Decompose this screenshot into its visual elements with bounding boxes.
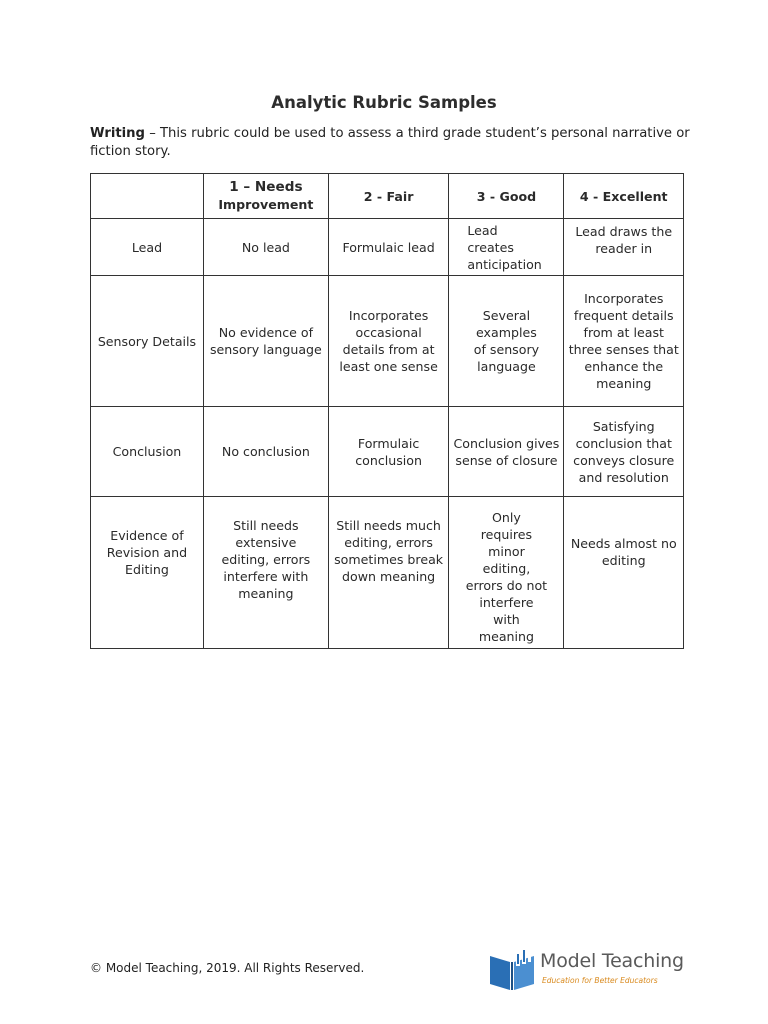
header-cell-fair: 2 - Fair — [328, 174, 449, 219]
model-teaching-logo — [488, 944, 688, 994]
table-row — [91, 407, 684, 497]
header-cell-excellent: 4 - Excellent — [564, 174, 684, 219]
rubric-cell: Still needs extensive editing, errors interfere with meaning — [203, 497, 328, 649]
rubric-cell: Formulaic lead — [328, 219, 449, 276]
rubric-cell: No evidence of sensory language — [203, 276, 328, 407]
intro-text: – This rubric could be used to assess a third grade student’s personal narrative or fiction story. — [90, 126, 690, 159]
criterion-cell: Conclusion — [91, 407, 204, 497]
rubric-cell: Satisfying conclusion that conveys closure and resolution — [564, 407, 684, 497]
rubric-cell: Still needs much editing, errors sometimes break down meaning — [328, 497, 449, 649]
header-row — [91, 174, 684, 219]
table-row — [91, 219, 684, 276]
rubric-cell: Conclusion gives sense of closure — [449, 407, 564, 497]
rubric-cell: Formulaic conclusion — [328, 407, 449, 497]
rubric-cell: Lead draws the reader in — [564, 219, 684, 276]
logo-tagline: Education for Better Educators — [542, 976, 658, 985]
header-label-improvement: Improvement — [218, 197, 314, 212]
rubric-table — [90, 173, 684, 649]
intro-label: Writing — [90, 126, 145, 141]
criterion-cell: Lead — [91, 219, 204, 276]
table-row — [91, 276, 684, 407]
header-cell-good: 3 - Good — [449, 174, 564, 219]
rubric-cell: Only requires minor editing, errors do not interfere with meaning — [449, 497, 564, 649]
rubric-cell: Needs almost no editing — [564, 497, 684, 649]
rubric-cell-text: Lead creates anticipation — [467, 222, 542, 272]
book-logo-icon — [488, 946, 538, 992]
rubric-cell: Incorporates frequent details from at least three senses that enhance the meaning — [564, 276, 684, 407]
header-label-needs: 1 – Needs — [229, 179, 303, 195]
rubric-cell: No conclusion — [203, 407, 328, 497]
criterion-cell: Evidence of Revision and Editing — [91, 497, 204, 649]
criterion-cell: Sensory Details — [91, 276, 204, 407]
header-cell-empty — [91, 174, 204, 219]
rubric-cell: Several examples of sensory language — [449, 276, 564, 407]
rubric-cell: No lead — [203, 219, 328, 276]
logo-name: Model Teaching — [540, 950, 684, 972]
copyright-notice: © Model Teaching, 2019. All Rights Reserved. — [90, 961, 365, 975]
header-cell-needs-improvement — [203, 174, 328, 219]
intro-paragraph — [90, 125, 690, 161]
page-title: Analytic Rubric Samples — [271, 93, 497, 112]
rubric-cell: Incorporates occasional details from at least one sense — [328, 276, 449, 407]
rubric-cell — [449, 219, 564, 276]
table-row — [91, 497, 684, 649]
